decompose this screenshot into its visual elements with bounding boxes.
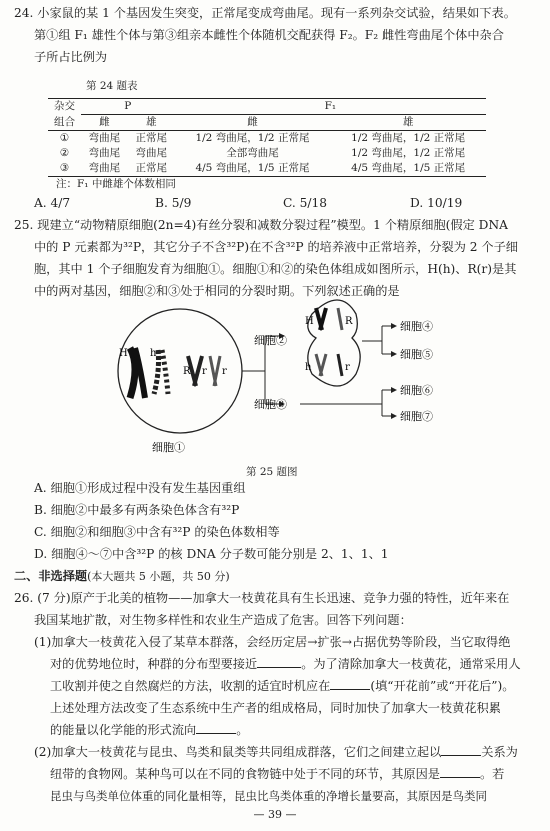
col-header-p-male: 雄 (145, 116, 157, 128)
q24-option-b: B. 5/9 (155, 196, 192, 210)
q26-line2: 我国某地扩散，对生物多样性和农业生产造成了危害。回答下列问题： (34, 613, 412, 627)
cell4-label: 细胞④ (400, 320, 433, 333)
q26-p1-line2 (50, 654, 521, 675)
q26-p1-line5 (50, 720, 248, 741)
figure-caption: 第 25 题图 (246, 466, 298, 478)
q26-p1-text: (填“开花前”或“开花后”)。 (370, 679, 515, 693)
gene-label-r2: r (222, 366, 227, 377)
cell2-gene-h: h (305, 362, 312, 373)
q26-p1-text: 。 (236, 723, 249, 737)
q25-option-b: B. 细胞②中最多有两条染色体含有³²P (34, 503, 240, 517)
section-title: 二、非选择题 (14, 569, 88, 583)
cell-f1-male: 1/2 弯曲尾，1/2 正常尾 (330, 131, 486, 147)
q26-p1-text: 工收割并使之自然腐烂的方法，收割的适宜时机应在 (50, 679, 331, 693)
cell-p-male: 正常尾 (128, 161, 175, 177)
table-row (48, 131, 486, 147)
cell-p-male: 弯曲尾 (135, 147, 167, 159)
cell5-label: 细胞⑤ (400, 348, 433, 361)
answer-blank-3[interactable] (196, 721, 236, 734)
q25-line3: 胞，其中 1 个子细胞发育为细胞①。细胞①和②的染色体组成如图所示，H(h)、R(r)是其 (34, 262, 517, 276)
cross-results-table (48, 98, 486, 177)
cell-p-female: 弯曲尾 (81, 131, 128, 147)
gene-label-h: h (150, 348, 157, 359)
q24-option-a: A. 4/7 (34, 196, 71, 210)
cell2-gene-H: H (305, 316, 314, 327)
cell2-gene-R: R (345, 316, 353, 327)
q26-p1-line3 (50, 676, 514, 697)
q24-option-d: D. 10/19 (410, 196, 463, 210)
q25-line2: 中的 P 元素都为³²P，其它分子不含³²P)在不含³²P 的培养液中正常培养，分裂为 2 个子细 (34, 240, 518, 254)
chromosome-shape (214, 356, 220, 386)
cell-f1-female: 全部弯曲尾 (226, 147, 279, 159)
q26-p2-text: (2)加拿大一枝黄花与昆虫、鸟类和鼠类等共同组成群落，它们之间建立起以 (34, 745, 442, 759)
q26-p1-line4: 上述处理方法改变了生态系统中生产者的组成格局，同时加快了加拿大一枝黄花积累 (50, 701, 501, 715)
cell-f1-female: 1/2 弯曲尾，1/2 正常尾 (175, 131, 331, 147)
col-header-cross: 杂交 (48, 99, 81, 115)
answer-blank-4[interactable] (441, 743, 481, 756)
cell1-diagram (118, 309, 242, 454)
gene-label-r: r (202, 366, 207, 377)
cell-f1-male: 1/2 弯曲尾，1/2 正常尾 (351, 147, 466, 159)
q24-line3: 子所占比例为 (34, 50, 108, 64)
col-header-p-female: 雌 (99, 116, 110, 128)
q25-option-d: D. 细胞④～⑦中含³²P 的核 DNA 分子数可能分别是 2、1、1、1 (34, 547, 389, 561)
cell6-label: 细胞⑥ (400, 384, 433, 397)
q26-p2-line3-text: 昆虫与鸟类单位体重的同化量相等，昆虫比鸟类体重的净增长量要高，其原因是鸟类同 (50, 789, 487, 803)
cell3-label: 细胞③ (254, 398, 287, 411)
col-header-f1-male: 雄 (402, 116, 414, 128)
q26-p1-text: 。为了清除加拿大一枝黄花，通常采用人 (301, 657, 521, 671)
gene-label-R: R (183, 366, 191, 377)
col-header-f1: F₁ (175, 99, 486, 115)
row-id: ② (59, 147, 70, 159)
cell-f1-male: 4/5 弯曲尾，1/5 正常尾 (330, 161, 486, 177)
table-caption: 第 24 题表 (86, 80, 138, 92)
cell2-gene-r: r (345, 362, 350, 373)
cell1-label: 细胞① (152, 441, 185, 454)
q25-line1: 25. 现建立“动物精原细胞(2n=4)有丝分裂和减数分裂过程”模型。1 个精原细胞(假定 DNA (14, 218, 508, 232)
table-note: 注：F₁ 中雌雄个体数相同 (56, 178, 176, 190)
chromosome-shape (194, 356, 202, 386)
section-heading (14, 566, 230, 588)
cell-p-male: 正常尾 (128, 131, 175, 147)
page-number: — 39 — (253, 808, 297, 821)
cell-division-figure (90, 286, 490, 454)
section-note: (本大题共 5 小题，共 50 分) (87, 570, 230, 583)
q25-line4: 中的两对基因，细胞②和③处于相同的分裂时期。下列叙述正确的是 (34, 284, 400, 298)
q26-p2-line2 (50, 764, 504, 785)
answer-blank-2[interactable] (330, 677, 370, 690)
q26-p2-line3-visible (50, 786, 487, 807)
q26-p2-text: 纽带的食物网。某种鸟可以在不同的食物链中处于不同的环节，其原因是 (50, 767, 440, 781)
q26-p1-text: 对的优势地位时，种群的分布型要接近 (50, 657, 258, 671)
answer-blank-5[interactable] (440, 765, 480, 778)
cell-f1-female: 4/5 弯曲尾，1/5 正常尾 (175, 161, 331, 177)
q26-p2-line1 (34, 742, 518, 763)
cell2-diagram (305, 300, 360, 386)
q25-option-c: C. 细胞②和细胞③中含有³²P 的染色体数相等 (34, 525, 280, 539)
q26-p2-text: 。若 (480, 767, 505, 781)
q24-line1: 24. 小家鼠的某 1 个基因发生突变，正常尾变成弯曲尾。现有一系列杂交试验，结果如下表。 (14, 6, 516, 20)
q24-option-c: C. 5/18 (283, 196, 328, 210)
q26-p1-line1: (1)加拿大一枝黄花入侵了某草本群落，会经历定居→扩张→占据优势等阶段，当它取得绝 (34, 635, 511, 649)
cell-p-female: 弯曲尾 (88, 147, 121, 159)
q26-line1: 26. (7 分)原产于北美的植物——加拿大一枝黄花具有生长迅速、竞争力强的特性，近年来在 (14, 591, 510, 605)
q24-line2: 第①组 F₁ 雄性个体与第③组亲本雌性个体随机交配获得 F₂。F₂ 雌性弯曲尾个体中杂合 (34, 28, 504, 42)
answer-blank-1[interactable] (257, 655, 301, 668)
q25-option-a: A. 细胞①形成过程中没有发生基因重组 (34, 481, 246, 495)
col-header-group: 组合 (53, 115, 75, 128)
row-id: ③ (48, 161, 81, 177)
cell-p-female: 弯曲尾 (81, 161, 128, 177)
row-id: ① (48, 131, 81, 147)
cell7-label: 细胞⑦ (400, 410, 433, 423)
col-header-p: P (81, 99, 175, 115)
q26-p2-text: 关系为 (481, 745, 518, 759)
col-header-f1-female: 雌 (247, 116, 258, 128)
table-row (48, 146, 486, 161)
chromosome-shape (162, 350, 168, 394)
gene-label-H: H (119, 348, 128, 359)
q26-p1-text: 的能量以化学能的形式流向 (50, 723, 197, 737)
cell2-label: 细胞② (254, 334, 287, 347)
